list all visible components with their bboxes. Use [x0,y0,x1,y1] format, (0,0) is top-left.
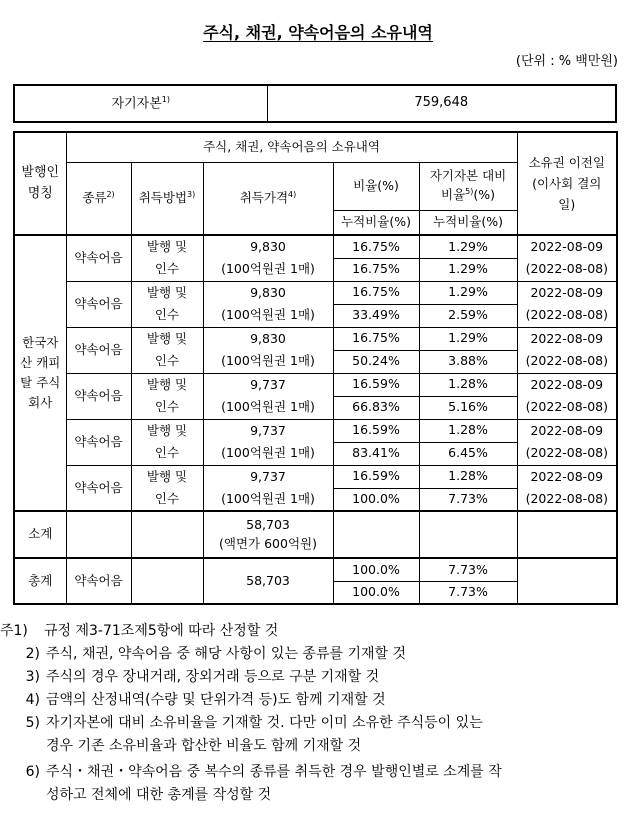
footnote-text: 주식, 채권, 약속어음 중 해당 사항이 있는 종류를 기재할 것 [46,646,407,662]
footnote-text: 주식・채권・약속어음 중 복수의 종류를 취득한 경우 발행인별로 소계를 작 [46,764,502,780]
row-price-2: (100억원권 1매) [203,396,333,419]
row-type: 약속어음 [66,373,131,419]
footnote [0,712,483,758]
row-ratio: 16.59% [333,419,419,442]
row-cum-eq: 3.88% [419,350,517,373]
row-type: 약속어음 [66,465,131,511]
ratio-header: 비율(%) [333,162,419,210]
footnote-text: 금액의 산정내역(수량 및 단위가격 등)도 함께 기재할 것 [46,692,386,708]
footnote-label: 5) [25,715,40,731]
total-eq-ratio: 7.73% [419,558,517,581]
row-method-1: 발행 및 [131,235,203,258]
row-date: 2022-08-09 [517,373,617,396]
row-price-1: 9,737 [203,465,333,488]
cum-eq-ratio-header: 누적비율(%) [419,210,517,235]
footnote-text: 주식의 경우 장내거래, 장외거래 등으로 구분 기재할 것 [46,669,380,685]
group-header: 주식, 채권, 약속어음의 소유내역 [66,132,517,162]
page-title: 주식, 채권, 약속어음의 소유내역 [203,23,433,42]
total-type: 약속어음 [66,558,131,604]
issuer-name: 한국자산 캐피탈 주식회사 [14,235,66,511]
row-cum-eq: 5.16% [419,396,517,419]
row-date: 2022-08-09 [517,235,617,258]
transfer-header: 소유권 이전일 (이사회 결의일) [517,132,617,235]
method-header: 취득방법$^{3)}$ [131,162,203,235]
row-eq-ratio: 1.28% [419,465,517,488]
row-eq-ratio: 1.29% [419,235,517,258]
row-method-1: 발행 및 [131,373,203,396]
row-cum-eq: 6.45% [419,442,517,465]
unit-label: (단위 : % 백만원) [515,54,618,69]
footnote [0,689,386,712]
issuer-header: 발행인 명칭 [14,132,66,235]
row-board: (2022-08-08) [517,442,617,465]
row-method-1: 발행 및 [131,419,203,442]
row-ratio: 16.75% [333,327,419,350]
row-price-1: 9,737 [203,373,333,396]
row-method-2: 인수 [131,258,203,281]
row-cum-ratio: 83.41% [333,442,419,465]
row-cum-ratio: 100.0% [333,488,419,511]
row-board: (2022-08-08) [517,304,617,327]
type-header: 종류$^{2)}$ [66,162,131,235]
row-ratio: 16.59% [333,373,419,396]
footnote [0,620,278,643]
row-cum-eq: 7.73% [419,488,517,511]
equity-value: 759,648 [267,85,616,122]
row-cum-ratio: 16.75% [333,258,419,281]
row-date: 2022-08-09 [517,465,617,488]
total-price: 58,703 [203,558,333,604]
eq-ratio-header: 자기자본 대비비율$^{5)}$(%) [419,162,517,210]
row-method-2: 인수 [131,442,203,465]
row-method-1: 발행 및 [131,281,203,304]
row-method-2: 인수 [131,350,203,373]
holdings-table [13,131,618,605]
row-ratio: 16.75% [333,235,419,258]
row-price-2: (100억원권 1매) [203,350,333,373]
row-board: (2022-08-08) [517,258,617,281]
row-price-1: 9,830 [203,327,333,350]
row-price-2: (100억원권 1매) [203,304,333,327]
row-method-2: 인수 [131,488,203,511]
row-method-1: 발행 및 [131,327,203,350]
row-price-2: (100억원권 1매) [203,442,333,465]
row-price-1: 9,830 [203,281,333,304]
footnote-text-cont: 성하고 전체에 대한 총계를 작성할 것 [46,787,272,803]
footnote-text: 자기자본에 대비 소유비율을 기재할 것. 다만 이미 소유한 주식등이 있는 [46,715,483,731]
row-cum-ratio: 50.24% [333,350,419,373]
footnote-label: 2) [25,646,40,662]
row-type: 약속어음 [66,281,131,327]
row-board: (2022-08-08) [517,396,617,419]
subtotal-price: 58,703 (액면가 600억원) [203,511,333,558]
footnote [0,761,502,807]
footnote-label: 3) [25,669,40,685]
row-type: 약속어음 [66,419,131,465]
row-board: (2022-08-08) [517,350,617,373]
row-eq-ratio: 1.28% [419,373,517,396]
footnote-text-cont: 경우 기존 소유비율과 합산한 비율도 함께 기재할 것 [46,738,362,754]
total-ratio: 100.0% [333,558,419,581]
equity-table [13,84,617,123]
row-date: 2022-08-09 [517,327,617,350]
row-cum-ratio: 66.83% [333,396,419,419]
row-cum-eq: 2.59% [419,304,517,327]
row-date: 2022-08-09 [517,419,617,442]
row-price-1: 9,737 [203,419,333,442]
row-type: 약속어음 [66,327,131,373]
row-ratio: 16.75% [333,281,419,304]
total-cum-ratio: 100.0% [333,581,419,604]
row-method-1: 발행 및 [131,465,203,488]
row-cum-eq: 1.29% [419,258,517,281]
row-eq-ratio: 1.29% [419,327,517,350]
row-ratio: 16.59% [333,465,419,488]
footnote [0,643,406,666]
row-cum-ratio: 33.49% [333,304,419,327]
footnote-label: 4) [25,692,40,708]
footnote [0,666,379,689]
row-board: (2022-08-08) [517,488,617,511]
subtotal-label: 소계 [14,511,66,558]
row-method-2: 인수 [131,304,203,327]
total-label: 총계 [14,558,66,604]
price-header: 취득가격$^{4)}$ [203,162,333,235]
footnote-text: 규정 제3-71조제5항에 따라 산정할 것 [44,623,279,639]
row-eq-ratio: 1.28% [419,419,517,442]
total-cum-eq: 7.73% [419,581,517,604]
row-price-1: 9,830 [203,235,333,258]
footnote-label: 주1) [0,623,28,639]
row-type: 약속어음 [66,235,131,281]
cum-ratio-header: 누적비율(%) [333,210,419,235]
row-method-2: 인수 [131,396,203,419]
row-price-2: (100억원권 1매) [203,258,333,281]
row-date: 2022-08-09 [517,281,617,304]
row-price-2: (100억원권 1매) [203,488,333,511]
footnote-label: 6) [25,764,40,780]
row-eq-ratio: 1.29% [419,281,517,304]
equity-label: 자기자본$^{1)}$ [14,85,267,122]
